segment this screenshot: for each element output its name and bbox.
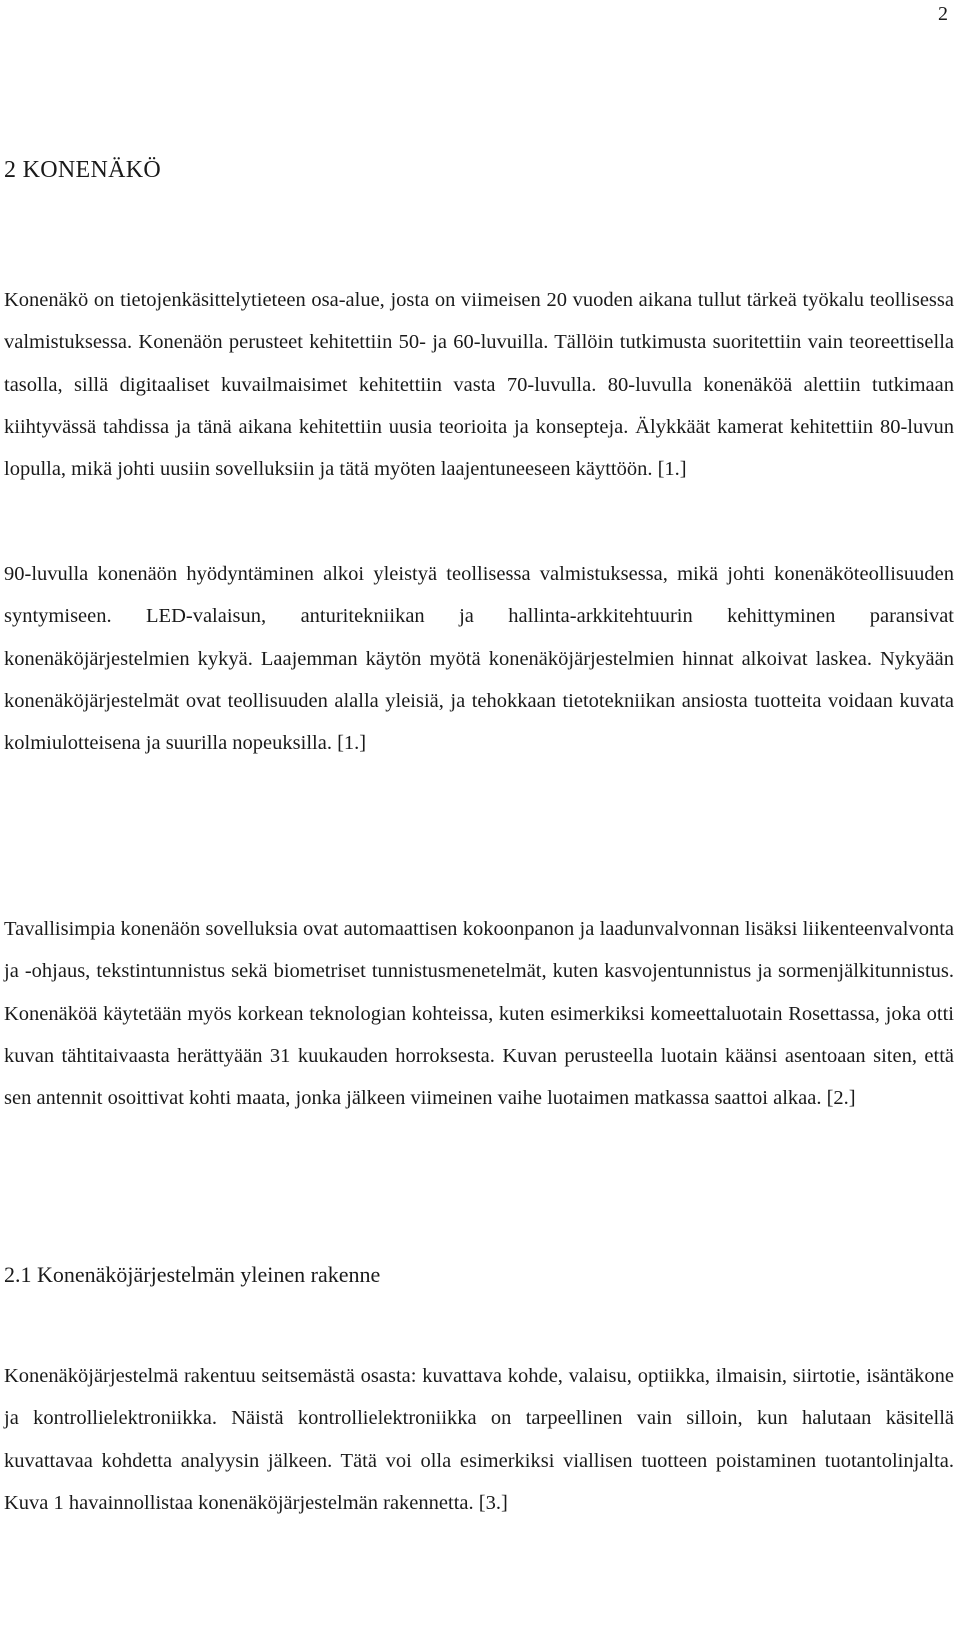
section-heading: 2.1 Konenäköjärjestelmän yleinen rakenne — [4, 1262, 381, 1287]
paragraph-applications: Tavallisimpia konenäön sovelluksia ovat automaattisen kokoonpanon ja laadunvalvonnan lisäksi liikenteenvalvonta ja -ohjaus, tekstintunnistus sekä biometriset tunnistusmenetelmät, kuten kasvojentunnistus ja sormenjälkitunnistus. Konenäköä käytetään myös korkean teknologian kohteissa, kuten esimerkiksi komeettaluotain Rosettassa, joka otti kuvan tähtitaivaasta herättyään 31 kuukauden horroksesta. Kuvan perusteella luotain käänsi asentoaan siten, että sen antennit osoittivat kohti maata, jonka jälkeen viimeinen vaihe luotaimen matkassa saattoi alkaa. [2.] — [4, 918, 954, 1110]
page-number: 2 — [938, 3, 948, 25]
paragraph-history: Konenäkö on tietojenkäsittelytieteen osa-alue, josta on viimeisen 20 vuoden aikana tullut tärkeä työkalu teollisessa valmistuksessa. Konenäön perusteet kehitettiin 50- ja 60-luvuilla. Tällöin tutkimusta suoritettiin vain teoreettisella tasolla, sillä digitaaliset kuvailmaisimet kehitettiin vasta 70-luvulla. 80-luvulla konenäköä alettiin tutkimaan kiihtyvässä tahdissa ja tänä aikana kehitettiin uusia teorioita ja konsepteja. Älykkäät kamerat kehitettiin 80-luvun lopulla, mikä johti uusiin sovelluksiin ja tätä myöten laajentuneeseen käyttöön. [1.] — [4, 289, 954, 481]
paragraph-industry: 90-luvulla konenäön hyödyntäminen alkoi yleistyä teollisessa valmistuksessa, mikä johti konenäköteollisuuden syntymiseen. LED-valaisun, anturitekniikan ja hallinta-arkkitehtuurin kehittyminen paransivat konenäköjärjestelmien kykyä. Laajemman käytön myötä konenäköjärjestelmien hinnat alkoivat laskea. Nykyään konenäköjärjestelmät ovat teollisuuden alalla yleisiä, ja tehokkaan tietotekniikan ansiosta tuotteita voidaan kuvata kolmiulotteisena ja suurilla nopeuksilla. [1.] — [4, 563, 954, 755]
chapter-heading: 2 KONENÄKÖ — [4, 157, 161, 183]
paragraph-system-structure: Konenäköjärjestelmä rakentuu seitsemästä osasta: kuvattava kohde, valaisu, optiikka, ilmaisin, siirtotie, isäntäkone ja kontrollielektroniikka. Näistä kontrollielektroniikka on tarpeellinen vain silloin, kun halutaan käsitellä kuvattavaa kohdetta analyysin jälkeen. Tätä voi olla esimerkiksi viallisen tuotteen poistaminen tuotantolinjalta. Kuva 1 havainnollistaa konenäköjärjestelmän rakennetta. [3.] — [4, 1365, 954, 1514]
